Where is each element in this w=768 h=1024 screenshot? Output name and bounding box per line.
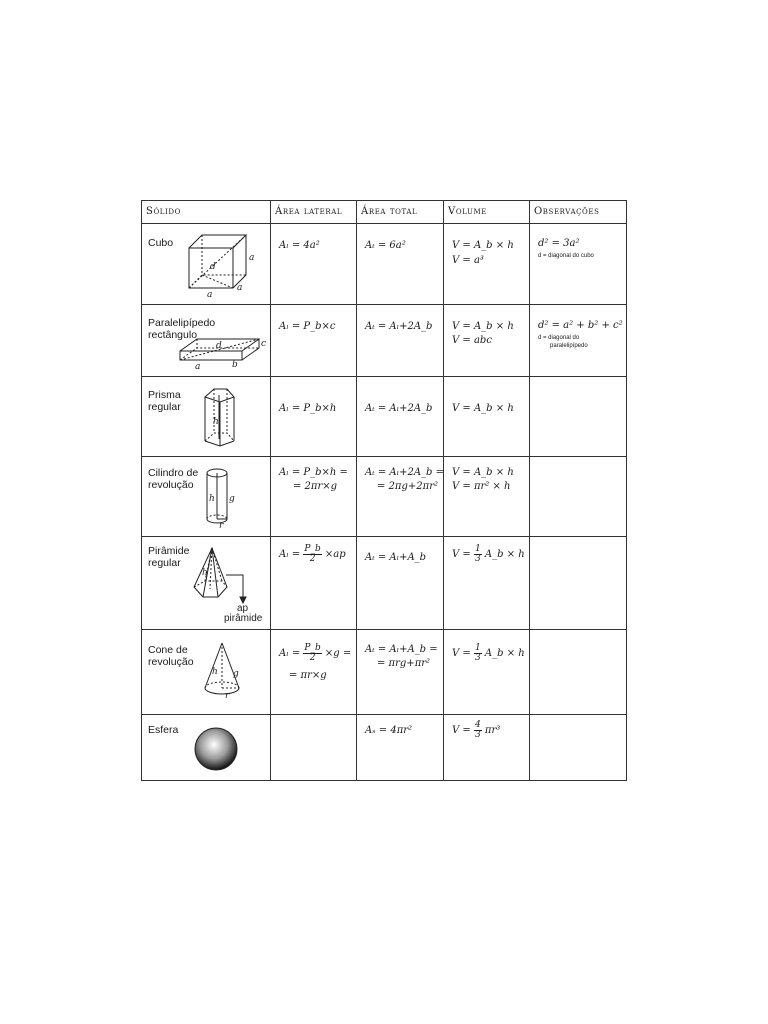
formula-volume	[452, 644, 525, 663]
formula-lateral-1: Aₗ = P_b×h =	[279, 467, 348, 478]
formula-total-1: Aₜ = Aₗ+A_b =	[365, 644, 438, 655]
solid-name: Paralelipípedo rectângulo	[148, 317, 216, 341]
cell-solid	[142, 457, 271, 537]
cell-total	[357, 305, 444, 377]
fraction-num: 1	[474, 544, 481, 554]
fraction-den: 3	[474, 653, 481, 663]
formula-lateral: Aₗ = P_b×c	[279, 321, 336, 332]
cell-solid	[142, 715, 271, 781]
label-h: h	[213, 417, 219, 427]
cell-volume	[444, 377, 530, 457]
observation-note-1: d = diagonal do	[538, 335, 580, 341]
formula-volume-2: V = a³	[452, 255, 484, 266]
fraction-den: 2	[309, 653, 316, 663]
fraction-den: 2	[309, 554, 316, 564]
cell-volume	[444, 630, 530, 715]
cell-total	[357, 630, 444, 715]
cell-observations	[530, 457, 627, 537]
formula-total-1: Aₜ = Aₗ+2A_b =	[365, 467, 444, 478]
cube-label-a-depth: a	[237, 283, 243, 293]
cell-total	[357, 224, 444, 305]
fraction	[303, 545, 321, 564]
label-g: g	[229, 494, 235, 504]
row-piramide	[142, 537, 627, 630]
formula-volume	[452, 545, 525, 564]
header-row	[142, 201, 627, 224]
formula-total-2: = 2πg+2πr²	[377, 481, 438, 492]
label-r: r	[219, 521, 224, 531]
formula-volume-1: V = A_b × h	[452, 403, 514, 414]
formula-total: Aₜ = Aₗ+A_b	[365, 552, 427, 563]
solid-name: Cubo	[148, 237, 174, 249]
fraction-den: 3	[474, 730, 481, 740]
cell-observations	[530, 305, 627, 377]
cell-solid	[142, 537, 271, 630]
cell-observations	[530, 224, 627, 305]
solid-name: Esfera	[148, 724, 179, 736]
header-solid: Sólido	[142, 201, 271, 224]
cell-volume	[444, 537, 530, 630]
formula-lateral: Aₗ = 4a²	[279, 240, 320, 251]
fraction	[303, 644, 321, 663]
cell-solid	[142, 630, 271, 715]
sphere-figure	[194, 727, 240, 773]
cube-label-d: d	[210, 262, 216, 272]
label-a: a	[195, 362, 201, 371]
row-paralelipipedo	[142, 305, 627, 377]
prism-figure	[200, 385, 240, 451]
solid-name: Cone de revolução	[148, 644, 194, 668]
lateral-suffix: ×ap	[324, 549, 346, 560]
cell-lateral	[271, 457, 357, 537]
volume-prefix: V =	[452, 725, 471, 736]
observation-note-2: paralelipípedo	[550, 343, 588, 349]
row-cilindro	[142, 457, 627, 537]
formula-volume-2: V = abc	[452, 335, 492, 346]
fraction-num: 1	[474, 643, 481, 653]
cell-lateral	[271, 305, 357, 377]
fraction-num: P_b	[304, 544, 321, 554]
formula-total: Aₜ = 6a²	[365, 240, 406, 251]
formula-observation: d² = a² + b² + c²	[538, 320, 623, 331]
volume-suffix: A_b × h	[484, 648, 525, 659]
formula-volume-1: V = A_b × h	[452, 240, 514, 251]
fraction	[474, 644, 482, 663]
cell-total	[357, 537, 444, 630]
formula-volume-1: V = A_b × h	[452, 467, 514, 478]
cell-total	[357, 715, 444, 781]
cell-lateral	[271, 377, 357, 457]
formula-volume	[452, 721, 500, 740]
row-prisma	[142, 377, 627, 457]
formula-lateral-2: = 2πr×g	[293, 481, 338, 492]
fraction	[474, 545, 482, 564]
formula-lateral-1	[279, 644, 351, 663]
volume-suffix: πr³	[484, 725, 501, 736]
formula-total-2: = πrg+πr²	[377, 658, 431, 669]
cell-solid	[142, 377, 271, 457]
cell-lateral	[271, 715, 357, 781]
lateral-prefix: Aₗ =	[279, 549, 301, 560]
cell-lateral	[271, 630, 357, 715]
lateral-prefix: Aₗ =	[279, 648, 301, 659]
cell-lateral	[271, 224, 357, 305]
fraction	[474, 721, 482, 740]
volume-suffix: A_b × h	[484, 549, 525, 560]
header-lateral-area: Área lateral	[271, 201, 357, 224]
volume-prefix: V =	[452, 549, 471, 560]
formula-lateral: Aₗ = P_b×h	[279, 403, 337, 414]
label-d: d	[216, 341, 222, 351]
row-esfera	[142, 715, 627, 781]
cell-observations	[530, 715, 627, 781]
label-g: g	[233, 669, 239, 679]
lateral-suffix: ×g =	[324, 648, 352, 659]
formula-lateral	[279, 545, 346, 564]
label-piramide: pirâmide	[224, 613, 263, 624]
solid-name: Cilindro de revolução	[148, 467, 199, 491]
header-observations: Observações	[530, 201, 627, 224]
cell-solid	[142, 305, 271, 377]
header-total-area: Área total	[357, 201, 444, 224]
header-volume: Volume	[444, 201, 530, 224]
cylinder-figure	[202, 465, 242, 531]
cube-label-a-side: a	[249, 253, 255, 263]
cell-total	[357, 457, 444, 537]
formula-total: Aₜ = Aₗ+2A_b	[365, 321, 433, 332]
label-ap: ap	[237, 603, 249, 614]
formula-total: Aₜ = Aₗ+2A_b	[365, 403, 433, 414]
cell-volume	[444, 224, 530, 305]
cone-figure	[202, 640, 252, 710]
cube-figure	[182, 230, 262, 298]
cell-volume	[444, 715, 530, 781]
cell-solid	[142, 224, 271, 305]
row-cone	[142, 630, 627, 715]
fraction-den: 3	[474, 554, 481, 564]
solid-name: Pirâmide regular	[148, 545, 190, 569]
cell-observations	[530, 377, 627, 457]
label-h: h	[212, 667, 218, 677]
cell-lateral	[271, 537, 357, 630]
cube-label-a-base: a	[207, 290, 213, 298]
fraction-num: 4	[474, 720, 481, 730]
label-b: b	[232, 360, 238, 370]
pyramid-figure	[190, 545, 272, 627]
paralelipipedo-figure	[177, 335, 267, 371]
label-h: h	[209, 494, 215, 504]
solid-name: Prisma regular	[148, 389, 181, 413]
cell-observations	[530, 537, 627, 630]
formula-volume-2: V = πr² × h	[452, 481, 511, 492]
formula-volume-1: V = A_b × h	[452, 321, 514, 332]
cell-observations	[530, 630, 627, 715]
cell-total	[357, 377, 444, 457]
fraction-num: P_b	[304, 643, 321, 653]
row-cubo	[142, 224, 627, 305]
label-h: h	[202, 568, 208, 578]
formula-observation: d² = 3a²	[538, 238, 580, 249]
solids-formula-table	[141, 200, 627, 781]
formula-lateral-2: = πr×g	[289, 670, 327, 681]
label-c: c	[261, 339, 267, 349]
formula-total: Aₛ = 4πr²	[365, 725, 413, 736]
observation-note: d = diagonal do cubo	[538, 253, 594, 259]
volume-prefix: V =	[452, 648, 471, 659]
label-r: r	[225, 691, 230, 701]
cell-volume	[444, 457, 530, 537]
cell-volume	[444, 305, 530, 377]
